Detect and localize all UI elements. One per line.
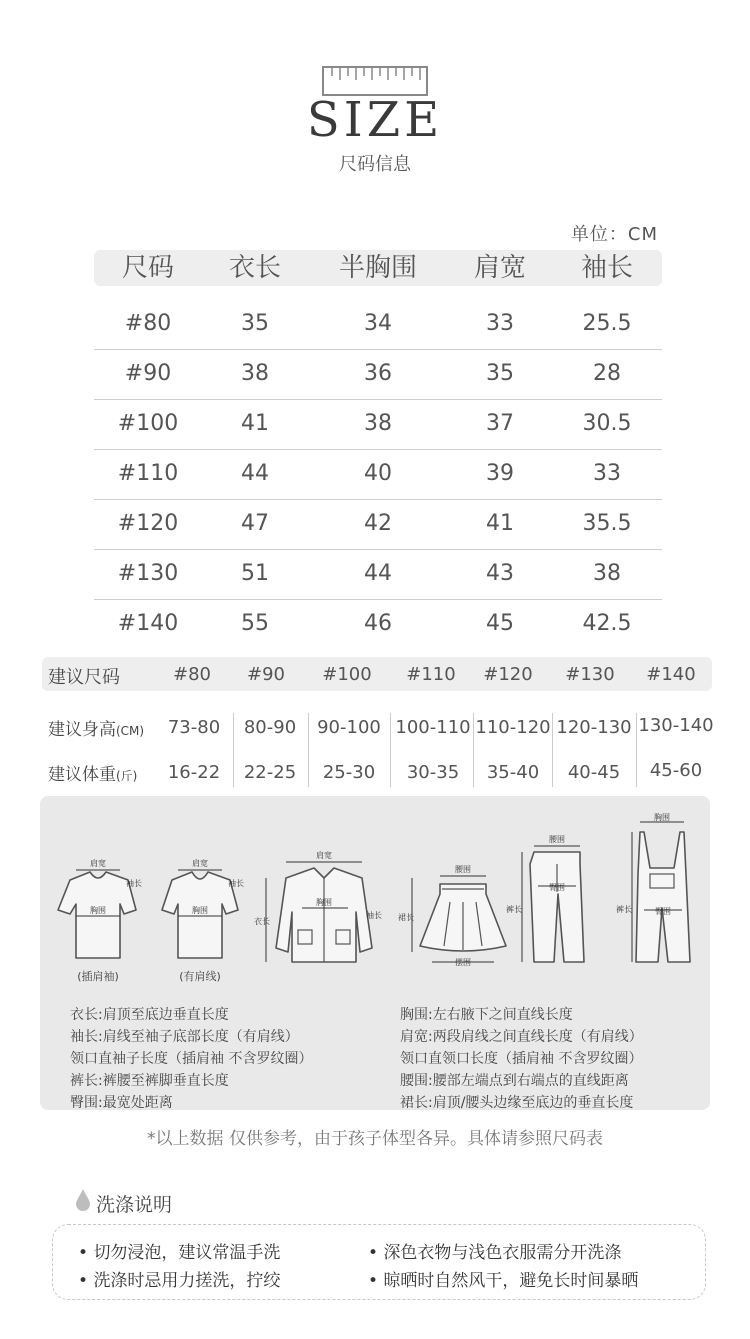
table-row: [94, 449, 662, 500]
cell-size: #80: [124, 311, 172, 336]
column-divider: [308, 713, 309, 787]
cell-chest: 42: [364, 511, 392, 536]
recommend-header: [42, 657, 712, 691]
cell-sleeve: 33: [593, 461, 621, 486]
column-divider: [552, 713, 553, 787]
setin-tshirt-icon: [162, 872, 238, 958]
definition-left: 袖长:肩线至袖子底部长度（有肩线）: [70, 1029, 299, 1045]
column-divider: [233, 713, 234, 787]
chest-label-2: 胸围: [192, 906, 208, 915]
definition-right: 裙长:肩顶/腰头边缘至底边的垂直长度: [400, 1095, 634, 1111]
hip-label-1: 臀围: [549, 883, 565, 892]
column-divider: [390, 713, 391, 787]
column-divider: [473, 713, 474, 787]
cell-size: #140: [117, 611, 179, 636]
cell-length: 51: [241, 561, 269, 586]
cell-sleeve: 42.5: [582, 611, 632, 636]
cell-chest: 46: [364, 611, 392, 636]
size-table-header: [94, 250, 662, 286]
recommend-size: #140: [646, 664, 696, 685]
definition-right: 肩宽:两段肩线之间直线长度（有肩线）: [400, 1029, 643, 1045]
cell-size: #100: [117, 411, 179, 436]
weight-value: 40-45: [567, 762, 621, 783]
cell-chest: 40: [364, 461, 392, 486]
cell-length: 35: [241, 311, 269, 336]
washing-item: • 洗涤时忌用力搓洗，拧绞: [78, 1271, 281, 1291]
chest-label-1: 胸围: [90, 906, 106, 915]
cell-shoulder: 35: [486, 361, 514, 386]
washing-title: 洗涤说明: [96, 1194, 173, 1216]
hem-label: 摆围: [455, 958, 471, 967]
skirt-length-label: 裙长: [398, 913, 414, 922]
sleeve-label-1: 袖长: [126, 879, 142, 888]
recommend-size: #110: [406, 664, 456, 685]
table-row: [94, 399, 662, 450]
table-row: [94, 299, 662, 350]
recommend-size: #100: [322, 664, 372, 685]
raglan-caption: (插肩袖): [77, 970, 119, 983]
height-value: 110-120: [475, 717, 551, 738]
garment-diagrams: [40, 812, 710, 992]
column-divider: [636, 713, 637, 787]
weight-unit: (斤): [116, 769, 138, 783]
table-row: [94, 349, 662, 400]
cell-length: 55: [241, 611, 269, 636]
cell-size: #90: [124, 361, 172, 386]
cell-shoulder: 37: [486, 411, 514, 436]
pants-length-label-2: 裤长: [616, 905, 632, 914]
recommend-size: #130: [565, 664, 615, 685]
table-row: [94, 499, 662, 550]
weight-value: 16-22: [167, 762, 221, 783]
height-value: 73-80: [167, 717, 221, 738]
weight-value: 25-30: [322, 762, 376, 783]
pants-length-label-1: 裤长: [506, 905, 522, 914]
sleeve-label-2: 袖长: [228, 879, 244, 888]
recommend-size: #80: [173, 664, 211, 685]
weight-value: 22-25: [243, 762, 297, 783]
header-sleeve: 袖长: [580, 253, 633, 283]
size-subtitle: 尺码信息: [339, 154, 411, 175]
definition-right: 胸围:左右腋下之间直线长度: [400, 1007, 573, 1023]
size-title: SIZE: [306, 92, 444, 148]
cell-chest: 44: [364, 561, 392, 586]
overalls-icon: [636, 832, 690, 962]
cell-sleeve: 38: [593, 561, 621, 586]
unit-label: 单位：CM: [570, 224, 658, 245]
definition-left: 臀围:最宽处距离: [70, 1095, 173, 1111]
cell-sleeve: 30.5: [582, 411, 632, 436]
waist-label-2: 腰围: [549, 835, 565, 844]
washing-item: • 深色衣物与浅色衣服需分开洗涤: [368, 1243, 622, 1263]
cell-shoulder: 45: [486, 611, 514, 636]
cell-sleeve: 28: [593, 361, 621, 386]
shoulder-label-3: 肩宽: [316, 851, 332, 860]
cell-size: #120: [117, 511, 179, 536]
height-value: 130-140: [638, 715, 714, 736]
height-value: 120-130: [556, 717, 632, 738]
table-row: [94, 599, 662, 649]
header-half-chest: 半胸围: [338, 253, 417, 283]
height-value: 80-90: [243, 717, 297, 738]
cell-chest: 38: [364, 411, 392, 436]
chest-label-4: 胸围: [654, 813, 670, 822]
height-value: 100-110: [395, 717, 471, 738]
weight-value: 35-40: [486, 762, 540, 783]
cell-length: 47: [241, 511, 269, 536]
sleeve-label-3: 袖长: [366, 911, 382, 920]
cell-shoulder: 33: [486, 311, 514, 336]
raglan-tshirt-icon: [58, 872, 136, 958]
definition-right: 领口直领口长度（插肩袖 不含罗纹圈）: [400, 1051, 643, 1067]
height-unit: (CM): [116, 724, 145, 738]
header-size: 尺码: [121, 253, 174, 283]
chest-label-3: 胸围: [316, 898, 332, 907]
height-value: 90-100: [317, 717, 381, 738]
recommend-size: #120: [483, 664, 533, 685]
waist-label-1: 腰围: [455, 865, 471, 874]
shoulder-label-1: 肩宽: [90, 859, 106, 868]
weight-value: 30-35: [406, 762, 460, 783]
washing-item: • 切勿浸泡，建议常温手洗: [78, 1243, 281, 1263]
cell-size: #110: [117, 461, 179, 486]
cell-shoulder: 39: [486, 461, 514, 486]
height-label: 建议身高(CM): [48, 720, 145, 740]
cell-chest: 34: [364, 311, 392, 336]
weight-label: 建议体重(斤): [48, 765, 138, 785]
hip-label-2: 臀围: [655, 907, 671, 916]
cell-length: 41: [241, 411, 269, 436]
cell-size: #130: [117, 561, 179, 586]
cell-length: 44: [241, 461, 269, 486]
recommend-size-label: 建议尺码: [48, 667, 120, 688]
cell-sleeve: 35.5: [582, 511, 632, 536]
disclaimer-note: *以上数据 仅供参考，由于孩子体型各异。具体请参照尺码表: [147, 1129, 603, 1149]
cell-length: 38: [241, 361, 269, 386]
water-drop-icon: [74, 1188, 92, 1212]
length-label: 衣长: [254, 917, 270, 926]
weight-value: 45-60: [649, 760, 703, 781]
recommend-size: #90: [247, 664, 285, 685]
table-row: [94, 549, 662, 600]
cell-sleeve: 25.5: [582, 311, 632, 336]
cell-shoulder: 43: [486, 561, 514, 586]
shoulder-label-2: 肩宽: [192, 859, 208, 868]
header-shoulder: 肩宽: [473, 253, 526, 283]
washing-item: • 晾晒时自然风干，避免长时间暴晒: [368, 1271, 639, 1291]
definition-left: 衣长:肩顶至底边垂直长度: [70, 1007, 229, 1023]
cell-shoulder: 41: [486, 511, 514, 536]
definition-left: 裤长:裤腰至裤脚垂直长度: [70, 1073, 229, 1089]
setin-caption: (有肩线): [179, 970, 221, 983]
definition-left: 领口直袖子长度（插肩袖 不含罗纹圈）: [70, 1051, 313, 1067]
definition-right: 腰围:腰部左端点到右端点的直线距离: [400, 1073, 629, 1089]
header-length: 衣长: [228, 253, 281, 283]
cell-chest: 36: [364, 361, 392, 386]
